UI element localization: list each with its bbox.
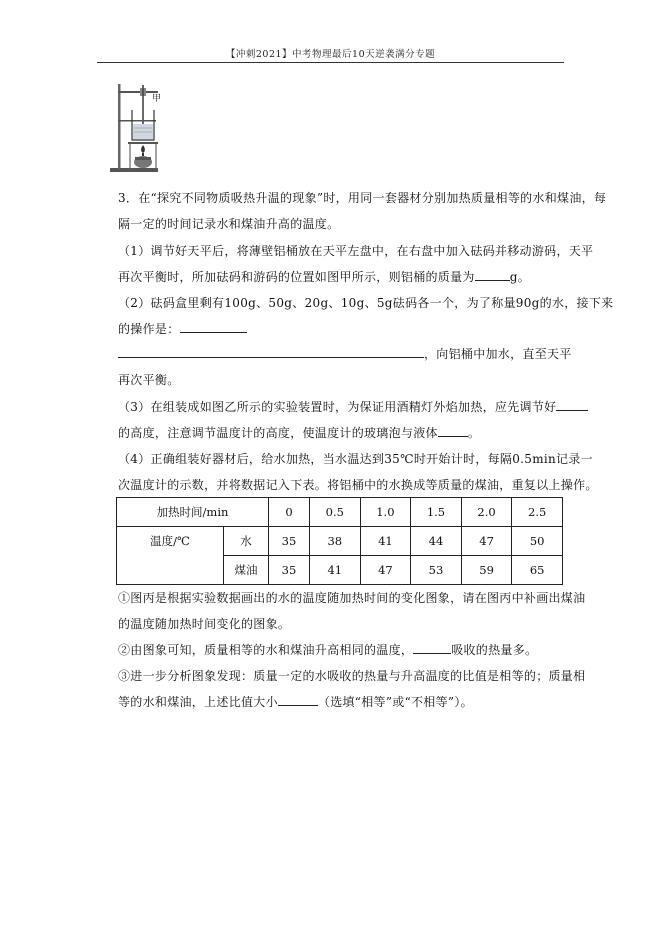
answer-blank-height[interactable] [556, 399, 588, 411]
part1-line-2: 再次平衡时，所加砝码和游码的位置如图甲所示，则铝桶的质量为 g。 [118, 270, 530, 284]
subq3-line-2: 等的水和煤油，上述比值大小 （选填“相等”或“不相等”）。 [118, 695, 473, 709]
table-cell: 1.0 [360, 498, 411, 527]
answer-blank-mass[interactable] [475, 269, 510, 281]
table-cell: 2.0 [461, 498, 512, 527]
answer-blank-substance[interactable] [413, 642, 451, 654]
table-row-label-kerosene: 煤油 [224, 556, 269, 585]
table-cell: 0.5 [310, 498, 361, 527]
table-cell: 50 [512, 527, 563, 556]
table-cell: 65 [512, 556, 563, 585]
subq3-line-1: ③进一步分析图象发现：质量一定的水吸收的热量与升高温度的比值是相等的；质量相 [118, 669, 586, 683]
question-intro-line-2: 隔一定的时间记录水和煤油升高的温度。 [118, 217, 340, 231]
part2-line-4: 再次平衡。 [118, 373, 180, 387]
data-table [116, 497, 563, 585]
subq2-line: ②由图象可知，质量相等的水和煤油升高相同的温度， 吸收的热量多。 [118, 643, 538, 657]
table-cell: 35 [269, 556, 310, 585]
part3-line-1: （3）在组装成如图乙所示的实验装置时，为保证用酒精灯外焰加热，应先调节好 [118, 399, 588, 415]
liquid [133, 124, 153, 139]
answer-blank-contact[interactable] [438, 425, 468, 437]
question-intro-line-1: 3．在“探究不同物质吸热升温的现象”时，用同一套器材分别加热质量相等的水和煤油，每 [118, 191, 607, 205]
stand-rod [118, 84, 121, 169]
table-cell: 0 [269, 498, 310, 527]
table-cell: 41 [310, 556, 361, 585]
part4-line-1: （4）正确组装好器材后，给水加热，当水温达到35℃时开始计时，每隔0.5min记录一 [118, 452, 593, 466]
table-row-time [117, 498, 563, 527]
table-cell: 38 [310, 527, 361, 556]
part2-line-1: （2）砝码盒里剩有100g、50g、20g、10g、5g砝码各一个，为了称量90g的水，接下来 [118, 296, 614, 310]
apparatus-figure [108, 82, 168, 174]
part3-line-2: 的高度，注意调节温度计的高度，使温度计的玻璃泡与液体 。 [118, 426, 481, 440]
page-header: 【冲刺2021】中考物理最后10天逆袭满分专题 [225, 49, 436, 60]
flame [141, 145, 145, 153]
part1-line-1: （1）调节好天平后，将薄壁铝桶放在天平左盘中，在右盘中加入砝码并移动游码，天平 [118, 244, 594, 258]
ring-arm [118, 120, 156, 122]
table-cell: 35 [269, 527, 310, 556]
table-cell: 47 [461, 527, 512, 556]
answer-blank-ratio[interactable] [278, 694, 318, 706]
table-row-water [117, 527, 563, 556]
table-row-label-water: 水 [224, 527, 269, 556]
table-cell: 2.5 [512, 498, 563, 527]
answer-blank-operation-cont[interactable] [118, 346, 424, 358]
table-header-temperature: 温度/℃ [117, 527, 224, 585]
table-cell: 59 [461, 556, 512, 585]
subq1-line-2: 的温度随加热时间变化的图象。 [118, 617, 291, 631]
answer-blank-operation[interactable] [180, 321, 247, 333]
part2-line-2: 的操作是： [118, 321, 247, 337]
subq1-line-1: ①图丙是根据实验数据画出的水的温度随加热时间的变化图象，请在图丙中补画出煤油 [118, 591, 586, 605]
gauze [128, 142, 158, 144]
table-cell: 41 [360, 527, 411, 556]
question-number: 3． [118, 191, 139, 205]
table-cell: 47 [360, 556, 411, 585]
stand-base [110, 168, 158, 172]
table-cell: 53 [411, 556, 462, 585]
table-cell: 1.5 [411, 498, 462, 527]
part4-line-2: 次温度计的示数，并将数据记入下表。将铝桶中的水换成等质量的煤油，重复以上操作。 [118, 478, 598, 492]
figure-label: 甲 [152, 94, 162, 104]
table-cell: 44 [411, 527, 462, 556]
header-divider [97, 62, 564, 63]
table-header-time: 加热时间/min [117, 498, 269, 527]
part2-line-3: ，向铝桶中加水，直至天平 [118, 346, 572, 362]
